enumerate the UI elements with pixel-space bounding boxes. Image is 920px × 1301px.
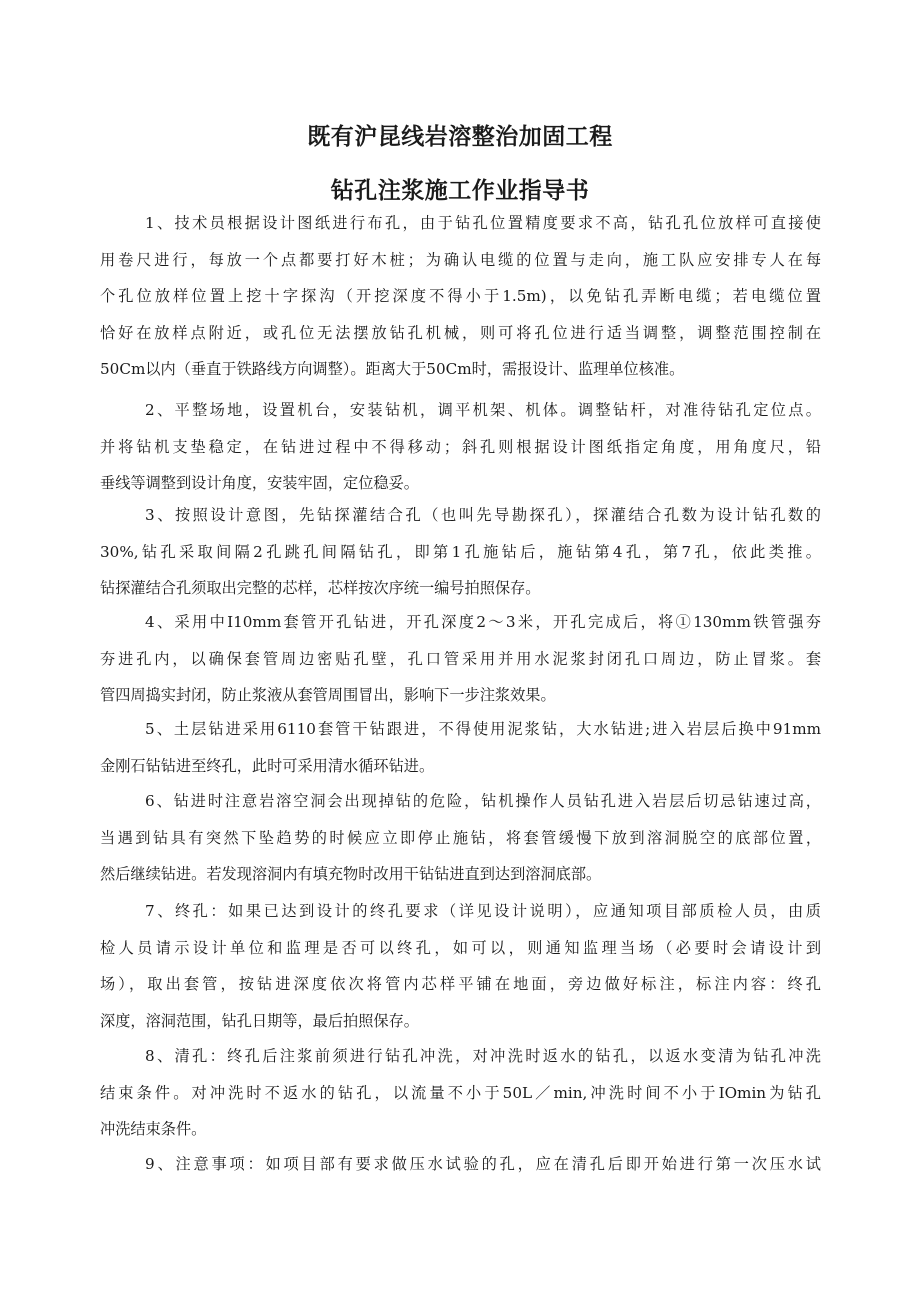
paragraph-line: 然后继续钻进。若发现溶洞内有填充物时改用干钻钻进直到达到溶洞底部。 — [100, 865, 602, 884]
paragraph-line: 用卷尺进行，每放一个点都要打好木桩；为确认电缆的位置与走向，施工队应安排专人在每 — [100, 250, 821, 269]
paragraph-line: 50Cm以内（垂直于铁路线方向调整）。距离大于50Cm时，需报设计、监理单位核准。 — [100, 360, 685, 379]
paragraph-line: 恰好在放样点附近，或孔位无法摆放钻孔机械，则可将孔位进行适当调整，调整范围控制在 — [100, 323, 821, 342]
paragraph-line: 个孔位放样位置上挖十字探沟（开挖深度不得小于1.5m)，以免钻孔弄断电缆；若电缆位置 — [100, 287, 821, 306]
paragraph-line: 当遇到钻具有突然下坠趋势的时候应立即停止施钻，将套管缓慢下放到溶洞脱空的底部位置， — [100, 828, 821, 847]
paragraph-line: 8、清孔：终孔后注浆前须进行钻孔冲洗，对冲洗时返水的钻孔，以返水变清为钻孔冲洗 — [145, 1047, 821, 1065]
paragraph-line: 金刚石钻钻进至终孔，此时可采用清水循环钻进。 — [100, 756, 435, 775]
paragraph-line: 钻探灌结合孔须取出完整的芯样，芯样按次序统一编号拍照保存。 — [100, 579, 541, 598]
paragraph-line: 5、土层钻进采用6110套管干钻跟进，不得使用泥浆钻，大水钻进;进入岩层后换中91mm — [145, 720, 821, 738]
paragraph-line: 检人员请示设计单位和监理是否可以终孔，如可以，则通知监理当场（必要时会请设计到 — [100, 938, 821, 957]
paragraph-line: 管四周捣实封闭，防止浆液从套管周围冒出，影响下一步注浆效果。 — [100, 686, 556, 705]
paragraph-line: 夯进孔内，以确保套管周边密贴孔壁，孔口管采用并用水泥浆封闭孔口周边，防止冒浆。套 — [100, 649, 821, 668]
paragraph-line: 垂线等调整到设计角度，安装牢固，定位稳妥。 — [100, 474, 419, 493]
paragraph-line: 深度，溶洞范围，钻孔日期等，最后拍照保存。 — [100, 1011, 419, 1030]
document-title: 既有沪昆线岩溶整治加固工程 — [307, 124, 613, 150]
document-subtitle: 钻孔注浆施工作业指导书 — [330, 178, 590, 204]
paragraph-line: 场），取出套管，按钻进深度依次将管内芯样平铺在地面，旁边做好标注，标注内容：终孔 — [100, 975, 821, 994]
paragraph-line: 结束条件。对冲洗时不返水的钻孔，以流量不小于50L／min,冲洗时间不小于IOmin为钻孔 — [100, 1083, 821, 1102]
paragraph-line: 并将钻机支垫稳定，在钻进过程中不得移动；斜孔则根据设计图纸指定角度，用角度尺，铅 — [100, 437, 821, 456]
paragraph-line: 6、钻进时注意岩溶空洞会出现掉钻的危险，钻机操作人员钻孔进入岩层后切忌钻速过高， — [145, 792, 821, 810]
paragraph-line: 4、采用中I10mm套管开孔钻进，开孔深度2〜3米，开孔完成后，将①130mm铁管强夯 — [145, 613, 821, 631]
paragraph-line: 30%,钻孔采取间隔2孔跳孔间隔钻孔，即第1孔施钻后，施钻第4孔，第7孔，依此类推。 — [100, 542, 821, 561]
paragraph-line: 2、平整场地，设置机台，安装钻机，调平机架、机体。调整钻杆，对准待钻孔定位点。 — [145, 401, 821, 419]
paragraph-line: 9、注意事项：如项目部有要求做压水试验的孔，应在清孔后即开始进行第一次压水试 — [145, 1155, 821, 1173]
paragraph-line: 1、技术员根据设计图纸进行布孔，由于钻孔位置精度要求不高，钻孔孔位放样可直接使 — [145, 214, 821, 232]
paragraph-line: 3、按照设计意图，先钻探灌结合孔（也叫先导勘探孔），探灌结合孔数为设计钻孔数的 — [145, 506, 821, 524]
paragraph-line: 冲洗结束条件。 — [100, 1120, 207, 1139]
paragraph-line: 7、终孔：如果已达到设计的终孔要求（详见设计说明），应通知项目部质检人员，由质 — [145, 902, 821, 920]
